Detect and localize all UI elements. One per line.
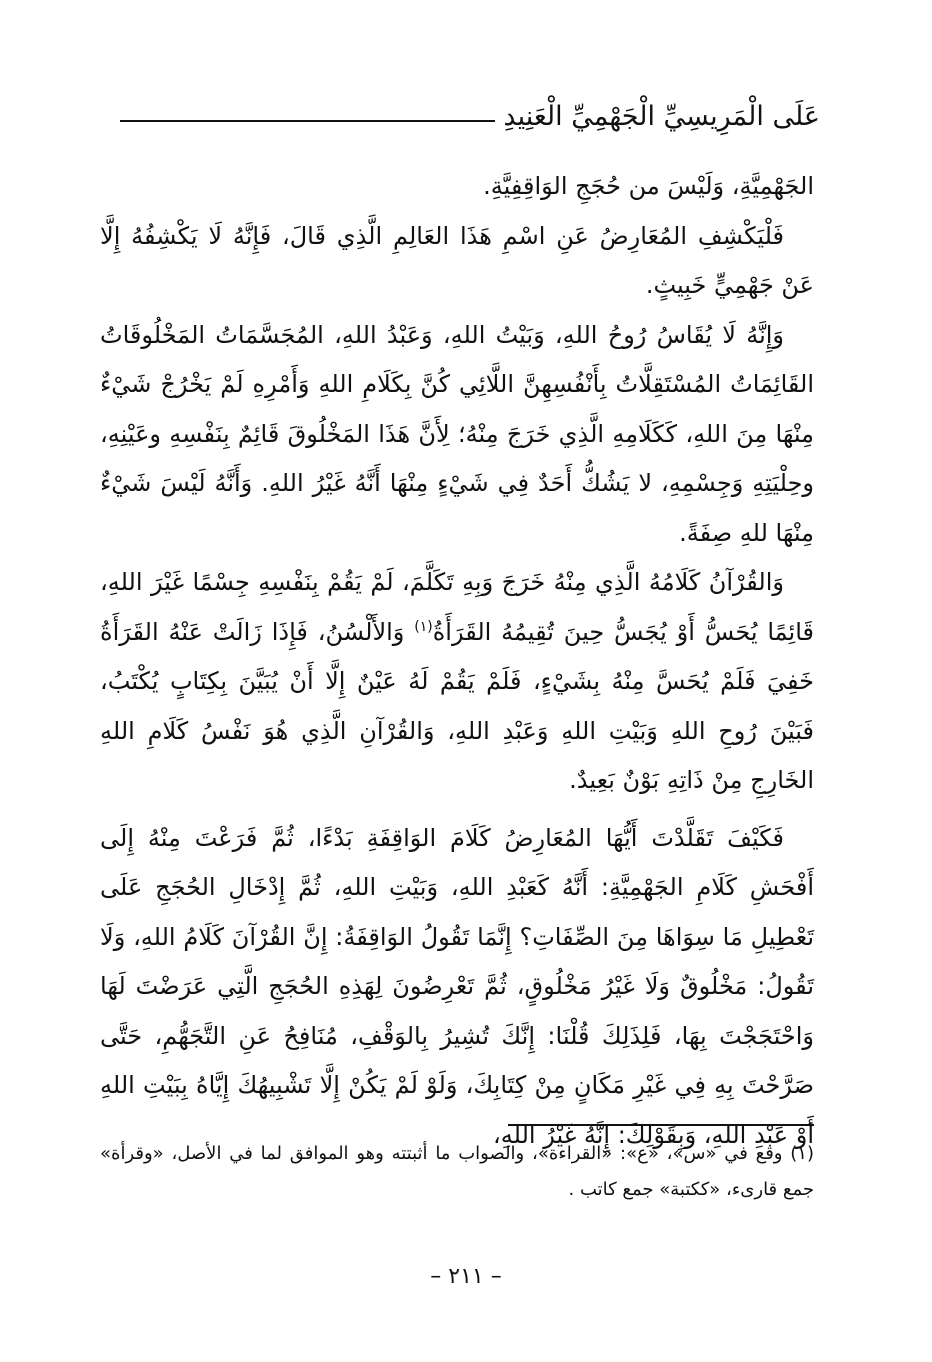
page-number: – ٢١١ – bbox=[430, 1264, 502, 1289]
paragraph-5: فَكَيْفَ تَقَلَّدْتَ أَيُّهَا المُعَارِضُ كَلَامَ الوَاقِفَةِ بَدْءًا، ثُمَّ فَرَعْتَ مِنْهُ إِلَى أَفْحَشِ كَلَامِ الجَهْمِيَّةِ: أَنَّهُ كَعَبْدِ اللهِ، وَبَيْتِ اللهِ، ثُمَّ إِدْخَالِ الحُجَجِ عَلَى تَعْطِيلِ مَا سِوَاهَا مِنَ الصِّفَاتِ؟ إِنَّمَا تَقُولُ الوَاقِفَةُ: إِنَّ القُرْآنَ كَلَامُ اللهِ، وَلَا تَقُولُ: مَخْلُوقٌ وَلَا غَيْرُ مَخْلُوقٍ، ثُمَّ تَعْرِضُونَ لِهَذِهِ الحُجَجِ الَّتِي عَرَضْتَ لَهَا وَاحْتَجَجْتَ بِهَا، فَلِذَلِكَ قُلْنَا: إِنَّكَ تُشِيرُ بِالوَقْفِ، مُنَافِحُ عَنِ التَّجَهُّمِ، حَتَّى صَرَّحْتَ بِهِ فِي غَيْرِ مَكَانٍ مِنْ كِتَابِكَ، وَلَوْ لَمْ يَكُنْ إِلَّا تَشْبِيهُكَ إِيَّاهُ بِبَيْتِ اللهِ أَوْ عَبْدِ اللهِ، وَبِقَوْلِكَ: إِنَّهُ غَيْرُ اللهِ، bbox=[100, 823, 814, 1149]
header-rule bbox=[120, 120, 495, 122]
paragraph-3: وَإِنَّهُ لَا يُقَاسُ رُوحُ اللهِ، وَبَيْتُ اللهِ، وَعَبْدُ اللهِ، المُجَسَّمَاتُ المَخْلُوقَاتُ القَائِمَاتُ المُسْتَقِلَّاتُ بِأَنْفُسِهِنَّ اللَّائِي كُنَّ بِكَلَامِ اللهِ وَأَمْرِهِ لَمْ يَخْرُجْ شَيْءٌ مِنْهَا مِنَ اللهِ، كَكَلَامِهِ الَّذِي خَرَجَ مِنْهُ؛ لِأَنَّ هَذَا المَخْلُوقَ قَائِمٌ بِنَفْسِهِ وعَيْنِهِ، وحِلْيَتِهِ وَجِسْمِهِ، لا يَشُكُّ أَحَدٌ فِي شَيْءٍ مِنْهَا أَنَّهُ غَيْرُ اللهِ. وَأَنَّهُ لَيْسَ شَيْءٌ مِنْهَا للهِ صِفَةً. bbox=[100, 320, 814, 547]
paragraph-4-part-2: وَالأَلْسُنُ، فَإِذَا زَالَتْ عَنْهُ القَرَأَةُ خَفِيَ فَلَمْ يُحَسَّ مِنْهُ بِشَيْءٍ، فَلَمْ يَقُمْ لَهُ عَيْنٌ إِلَّا أَنْ يُبَيَّنَ بِكِتَابٍ يُكْتَبُ، فَبَيْنَ رُوحِ اللهِ وَبَيْتِ اللهِ وَعَبْدِ اللهِ، وَالقُرْآنِ الَّذِي هُوَ نَفْسُ كَلَامِ اللهِ الخَارِجِ مِنْ ذَاتِهِ بَوْنٌ بَعِيدٌ. bbox=[100, 617, 814, 794]
paragraph-4-part-1: وَالقُرْآنُ كَلَامُهُ الَّذِي مِنْهُ خَرَجَ وَبِهِ تَكَلَّمَ، لَمْ يَقُمْ بِنَفْسِهِ جِسْمًا غَيْرَ اللهِ، قَائِمًا يُحَسُّ أَوْ يُجَسُّ حِينَ تُقِيمُهُ القَرَأَةُ bbox=[100, 568, 814, 646]
running-header bbox=[120, 96, 820, 136]
paragraph-1: الجَهْمِيَّةِ، وَلَيْسَ من حُجَجِ الوَاقِفِيَّةِ. bbox=[483, 172, 814, 200]
paragraph-2: فَلْيَكْشِفِ المُعَارِضُ عَنِ اسْمِ هَذَا العَالِمِ الَّذِي قَالَ، فَإِنَّهُ لَا يَكْشِفُهُ إِلَّا عَنْ جَهْمِيٍّ خَبِيثٍ. bbox=[100, 221, 814, 299]
footnote-rule bbox=[508, 1124, 814, 1126]
footnote-1: (١) وقع في «س»، «ع»: «القراءة»، والصواب ما أثبتته وهو الموافق لما في الأصل، «وقرأة» جمع قارىء، «ككتبة» جمع كاتب . bbox=[100, 1143, 814, 1200]
running-title: عَلَى الْمَرِيسِيِّ الْجَهْمِيِّ الْعَنِيدِ bbox=[503, 100, 820, 132]
footnote-marker: (١) bbox=[414, 618, 433, 635]
footnotes bbox=[100, 1136, 814, 1208]
paragraph-4 bbox=[100, 558, 814, 806]
main-text bbox=[100, 162, 814, 1160]
